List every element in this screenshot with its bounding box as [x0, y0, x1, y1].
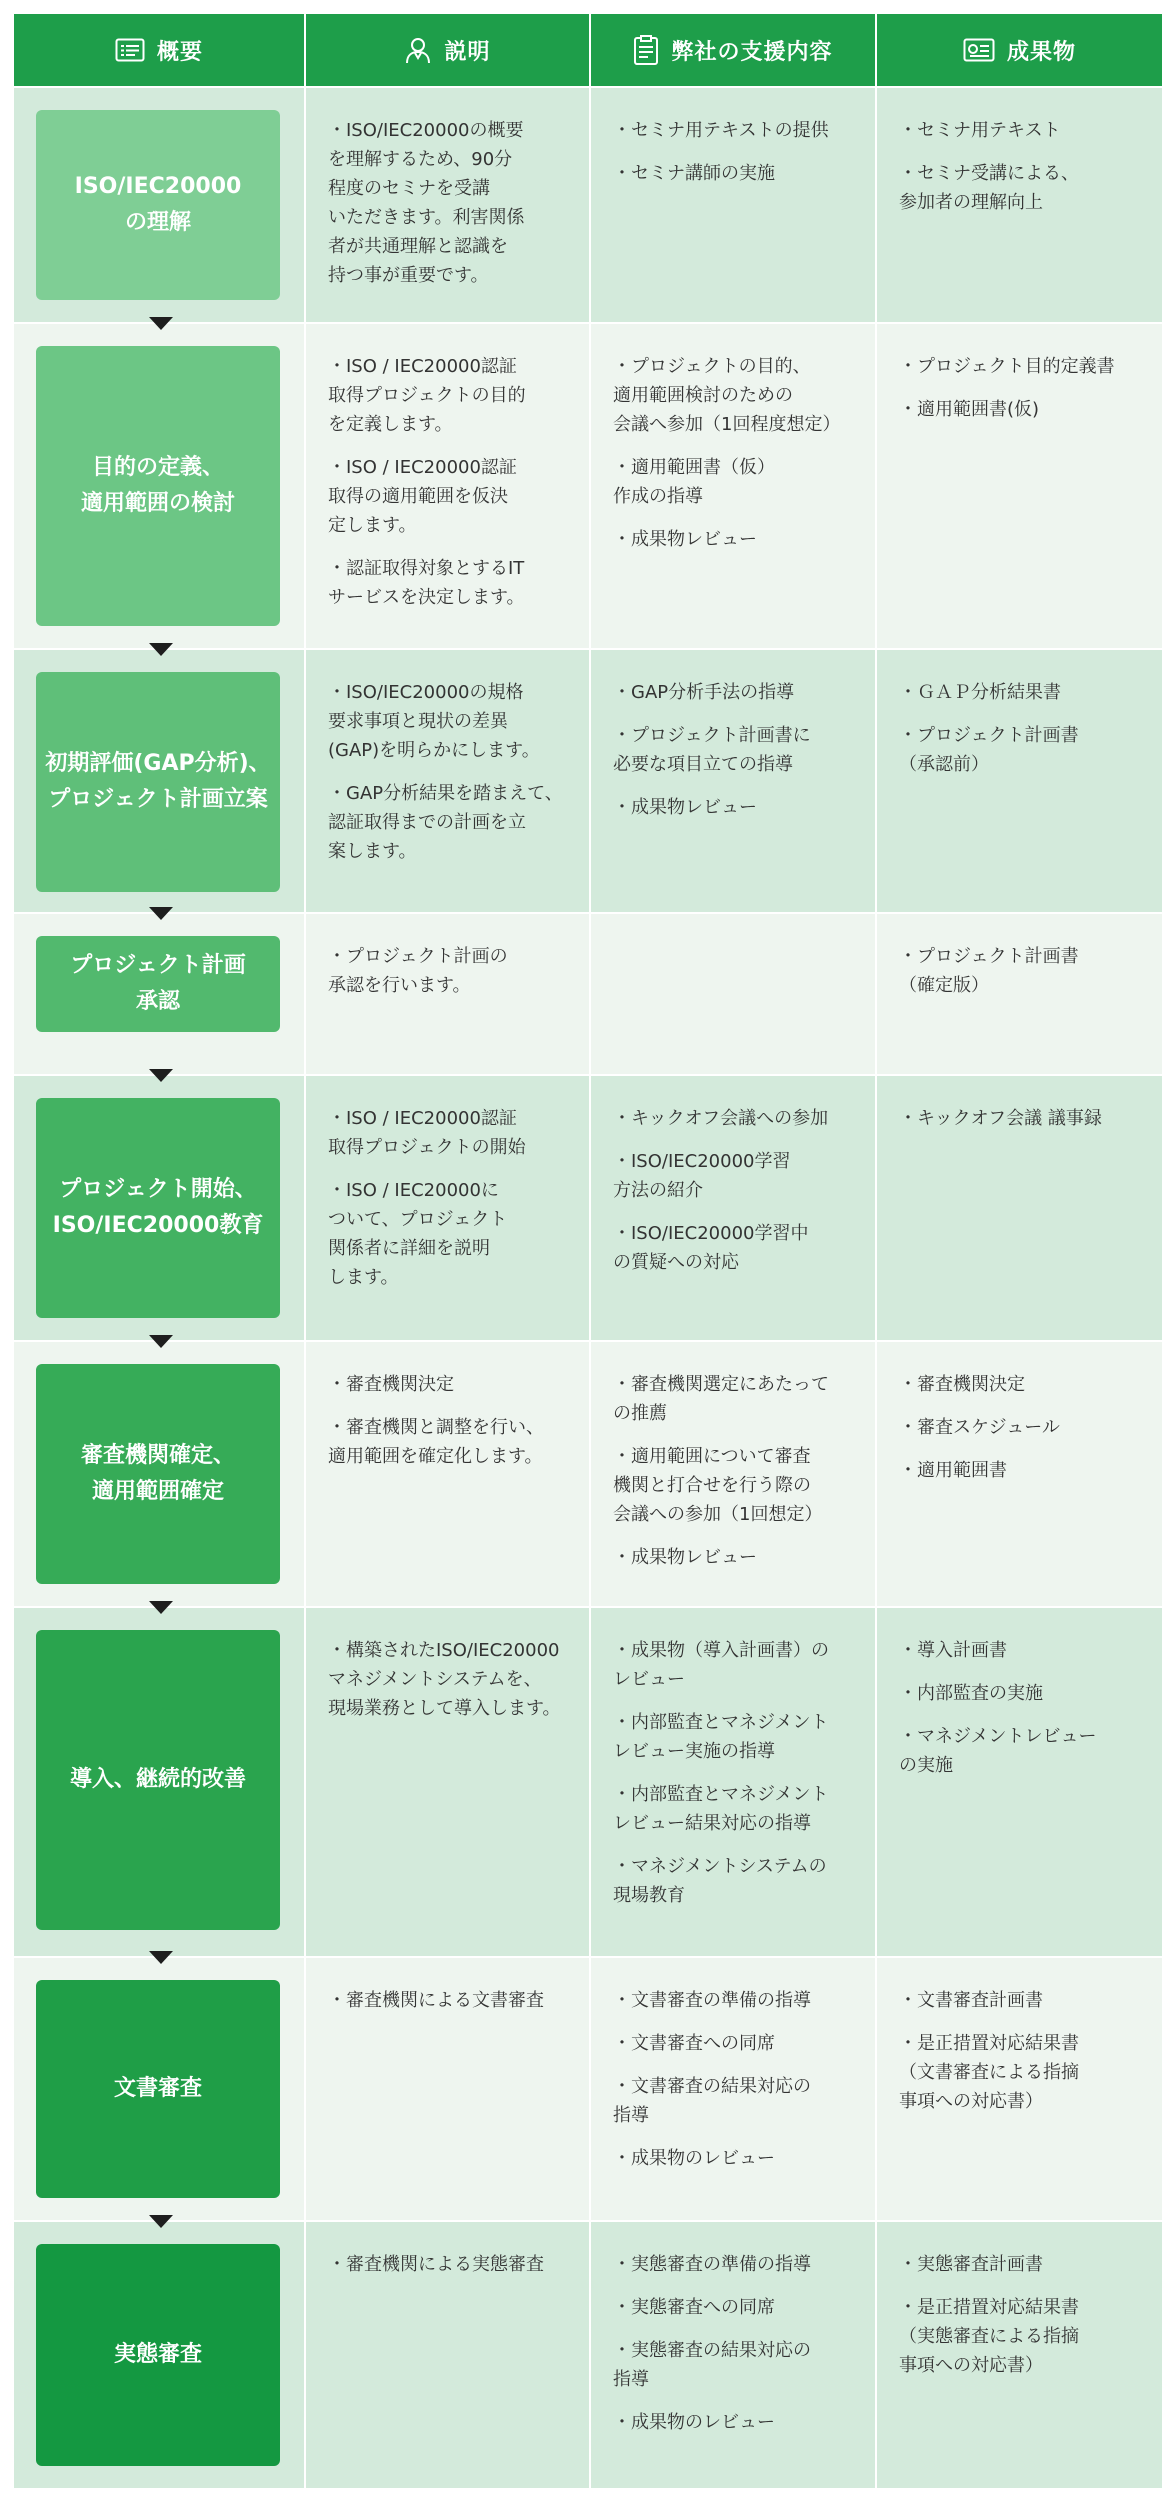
header-support [591, 14, 875, 86]
deliverable-item: ・審査機関決定 [899, 1374, 1025, 1395]
support-cell [591, 1958, 875, 2220]
support-cell [591, 914, 875, 1074]
description-cell [306, 1076, 589, 1340]
description-item: ・審査機関決定 [328, 1374, 454, 1395]
header-deliverables [877, 14, 1162, 86]
deliverable-item: ・プロジェクト計画書 （確定版） [899, 946, 1079, 996]
description-cell [306, 88, 589, 322]
deliverable-item: ・ＧＡＰ分析結果書 [899, 682, 1061, 703]
description-cell [306, 1958, 589, 2220]
support-item: ・審査機関選定にあたって の推薦 [613, 1374, 829, 1424]
support-item: ・セミナ講師の実施 [613, 163, 775, 184]
stage-box: 目的の定義、 適用範囲の検討 [36, 346, 280, 626]
description-item: ・プロジェクト計画の 承認を行います。 [328, 946, 508, 996]
table-row [14, 2222, 1162, 2488]
support-item: ・GAP分析手法の指導 [613, 682, 795, 703]
overview-cell [14, 1342, 304, 1606]
deliverables-cell [877, 914, 1162, 1074]
person-icon [404, 36, 432, 64]
table-row [14, 1342, 1162, 1606]
description-item: ・ISO / IEC20000認証 取得プロジェクトの開始 [328, 1108, 526, 1158]
support-item: ・成果物レビュー [613, 797, 757, 818]
stage-box: 実態審査 [36, 2244, 280, 2466]
description-cell [306, 650, 589, 912]
description-item: ・審査機関による実態審査 [328, 2254, 544, 2275]
flow-arrow-icon [149, 1951, 173, 1964]
deliverable-item: ・適用範囲書(仮) [899, 399, 1040, 420]
deliverables-cell [877, 650, 1162, 912]
description-item: ・審査機関による文書審査 [328, 1990, 544, 2011]
description-cell [306, 2222, 589, 2488]
support-item: ・成果物（導入計画書）の レビュー [613, 1640, 829, 1690]
deliverable-item: ・プロジェクト計画書 （承認前） [899, 725, 1079, 775]
table-row [14, 1608, 1162, 1956]
support-item: ・成果物のレビュー [613, 2412, 775, 2433]
header-description [306, 14, 589, 86]
flow-arrow-icon [149, 1601, 173, 1614]
deliverable-item: ・内部監査の実施 [899, 1683, 1043, 1704]
deliverables-cell [877, 88, 1162, 322]
support-item: ・適用範囲書（仮） 作成の指導 [613, 457, 775, 507]
support-cell [591, 650, 875, 912]
table-row [14, 1076, 1162, 1340]
support-item: ・成果物レビュー [613, 529, 757, 550]
description-cell [306, 1342, 589, 1606]
table-row [14, 914, 1162, 1074]
table-row [14, 650, 1162, 912]
overview-cell [14, 88, 304, 322]
support-item: ・ISO/IEC20000学習 方法の紹介 [613, 1151, 791, 1201]
support-item: ・実態審査の結果対応の 指導 [613, 2340, 811, 2390]
support-item: ・セミナ用テキストの提供 [613, 120, 829, 141]
deliverable-item: ・文書審査計画書 [899, 1990, 1043, 2011]
deliverable-item: ・セミナ用テキスト [899, 120, 1061, 141]
deliverables-cell [877, 1076, 1162, 1340]
deliverable-item: ・適用範囲書 [899, 1460, 1007, 1481]
header-overview-label: 概要 [156, 39, 203, 65]
description-cell [306, 1608, 589, 1956]
flow-arrow-icon [149, 1069, 173, 1082]
deliverable-item: ・是正措置対応結果書 （文書審査による指摘 事項への対応書） [899, 2033, 1079, 2112]
support-item: ・文書審査の結果対応の 指導 [613, 2076, 811, 2126]
support-item: ・ISO/IEC20000学習中 の質疑への対応 [613, 1223, 809, 1273]
support-item: ・内部監査とマネジメント レビュー結果対応の指導 [613, 1784, 829, 1834]
description-item: ・ISO / IEC20000認証 取得プロジェクトの目的 を定義します。 [328, 356, 526, 435]
support-cell [591, 1076, 875, 1340]
stage-box: 文書審査 [36, 1980, 280, 2198]
support-item: ・文書審査の準備の指導 [613, 1990, 811, 2011]
support-item: ・実態審査への同席 [613, 2297, 775, 2318]
description-item: ・ISO/IEC20000の規格 要求事項と現状の差異 (GAP)を明らかにします。 [328, 682, 540, 761]
certificate-icon [963, 38, 995, 62]
deliverable-item: ・実態審査計画書 [899, 2254, 1043, 2275]
deliverable-item: ・是正措置対応結果書 （実態審査による指摘 事項への対応書） [899, 2297, 1079, 2376]
header-description-label: 説明 [444, 39, 491, 65]
deliverable-item: ・セミナ受講による、 参加者の理解向上 [899, 163, 1079, 213]
support-cell [591, 88, 875, 322]
deliverables-cell [877, 1342, 1162, 1606]
deliverable-item: ・導入計画書 [899, 1640, 1007, 1661]
support-item: ・キックオフ会議への参加 [613, 1108, 829, 1129]
table-row [14, 1958, 1162, 2220]
support-cell [591, 1608, 875, 1956]
description-item: ・ISO / IEC20000に ついて、プロジェクト 関係者に詳細を説明 します。 [328, 1180, 508, 1288]
support-item: ・プロジェクト計画書に 必要な項目立ての指導 [613, 725, 811, 775]
overview-cell [14, 914, 304, 1074]
overview-cell [14, 2222, 304, 2488]
stage-box: プロジェクト計画 承認 [36, 936, 280, 1032]
support-item: ・実態審査の準備の指導 [613, 2254, 811, 2275]
deliverables-cell [877, 324, 1162, 648]
support-cell [591, 2222, 875, 2488]
support-item: ・成果物レビュー [613, 1547, 757, 1568]
support-item: ・内部監査とマネジメント レビュー実施の指導 [613, 1712, 829, 1762]
deliverables-cell [877, 1608, 1162, 1956]
flow-arrow-icon [149, 1335, 173, 1348]
document-list-icon [115, 38, 145, 62]
support-document-icon [633, 35, 659, 65]
table-row [14, 88, 1162, 322]
stage-box: プロジェクト開始、 ISO/IEC20000教育 [36, 1098, 280, 1318]
header-deliverables-label: 成果物 [1006, 39, 1076, 65]
deliverables-cell [877, 2222, 1162, 2488]
stage-box: 審査機関確定、 適用範囲確定 [36, 1364, 280, 1584]
flow-arrow-icon [149, 643, 173, 656]
description-item: ・ISO / IEC20000認証 取得の適用範囲を仮決 定します。 [328, 457, 517, 536]
support-item: ・マネジメントシステムの 現場教育 [613, 1856, 827, 1906]
overview-cell [14, 324, 304, 648]
deliverable-item: ・審査スケジュール [899, 1417, 1060, 1438]
support-item: ・適用範囲について審査 機関と打合せを行う際の 会議への参加（1回想定） [613, 1446, 823, 1525]
description-item: ・構築されたISO/IEC20000 マネジメントシステムを、 現場業務として導入します。 [328, 1640, 561, 1719]
deliverable-item: ・キックオフ会議 議事録 [899, 1108, 1102, 1129]
support-cell [591, 324, 875, 648]
flow-arrow-icon [149, 317, 173, 330]
support-item: ・プロジェクトの目的、 適用範囲検討のための 会議へ参加（1回程度想定） [613, 356, 841, 435]
deliverable-item: ・プロジェクト目的定義書 [899, 356, 1115, 377]
description-item: ・ISO/IEC20000の概要 を理解するため、90分 程度のセミナを受講 いただきます。利害関係 者が共通理解と認識を 持つ事が重要です。 [328, 120, 525, 286]
support-cell [591, 1342, 875, 1606]
support-item: ・成果物のレビュー [613, 2148, 775, 2169]
description-item: ・認証取得対象とするIT サービスを決定します。 [328, 558, 525, 608]
support-item: ・文書審査への同席 [613, 2033, 775, 2054]
description-cell [306, 324, 589, 648]
deliverable-item: ・マネジメントレビュー の実施 [899, 1726, 1097, 1776]
table-row [14, 324, 1162, 648]
description-cell [306, 914, 589, 1074]
deliverables-cell [877, 1958, 1162, 2220]
overview-cell [14, 650, 304, 912]
overview-cell [14, 1958, 304, 2220]
overview-cell [14, 1608, 304, 1956]
flow-arrow-icon [149, 907, 173, 920]
overview-cell [14, 1076, 304, 1340]
header-support-label: 弊社の支援内容 [671, 39, 833, 65]
flow-arrow-icon [149, 2215, 173, 2228]
stage-box: 初期評価(GAP分析)、 プロジェクト計画立案 [36, 672, 280, 892]
description-item: ・GAP分析結果を踏まえて、 認証取得までの計画を立 案します。 [328, 783, 563, 862]
stage-box: ISO/IEC20000 の理解 [36, 110, 280, 300]
table-header [14, 14, 1162, 86]
description-item: ・審査機関と調整を行い、 適用範囲を確定化します。 [328, 1417, 544, 1467]
header-overview [14, 14, 304, 86]
stage-box: 導入、継続的改善 [36, 1630, 280, 1930]
